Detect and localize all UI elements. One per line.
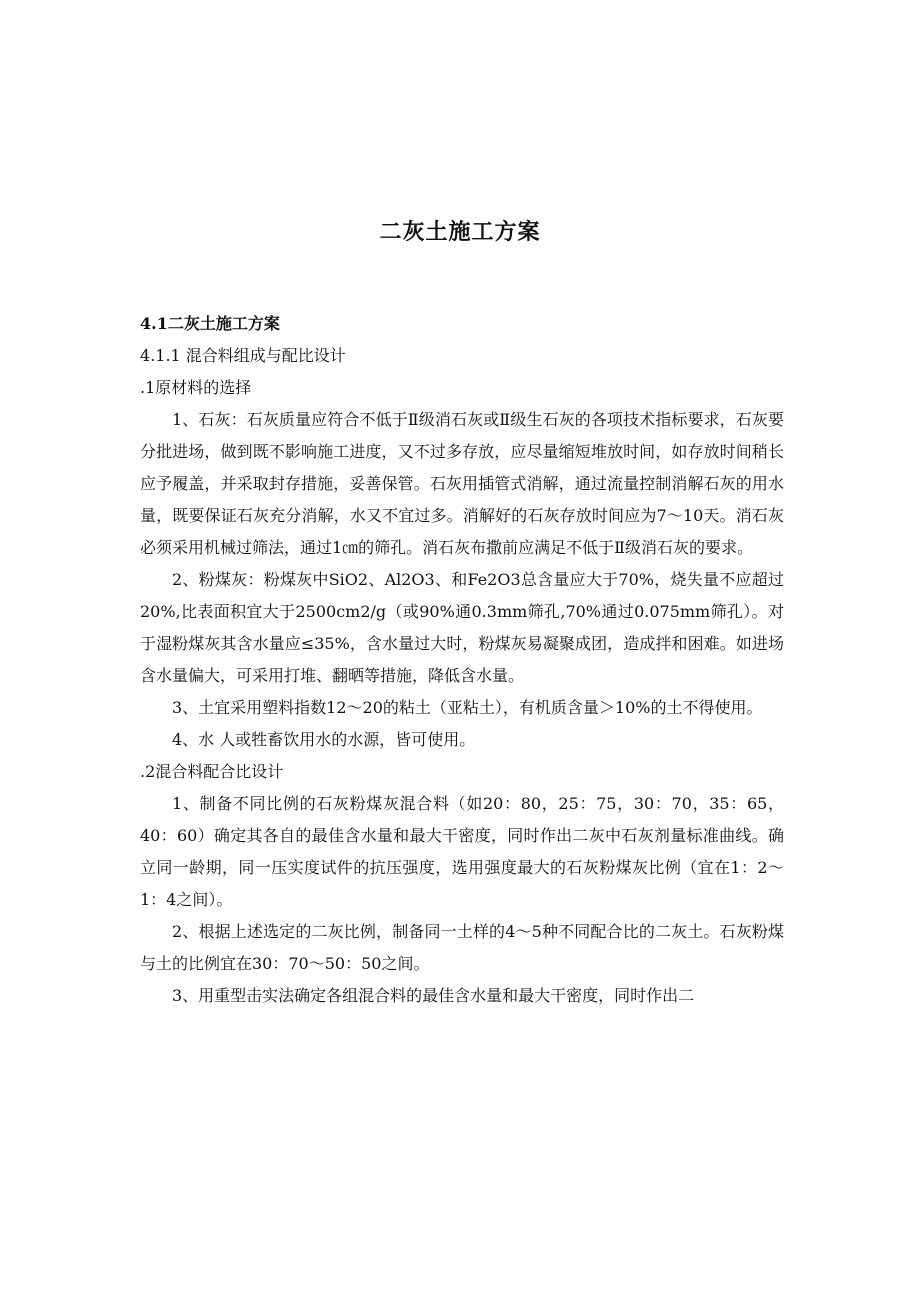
paragraph-lime: 1、石灰：石灰质量应符合不低于Ⅱ级消石灰或Ⅱ级生石灰的各项技术指标要求，石灰要分批进场，做到既不影响施工进度，又不过多存放，应尽量缩短堆放时间，如存放时间稍长应予履盖，并采取封存措施，妥善保管。石灰用插管式消解，通过流量控制消解石灰的用水量，既要保证石灰充分消解，水又不宜过多。消解好的石灰存放时间应为7～10天。消石灰必须采用机械过筛法，通过1㎝的筛孔。消石灰布撒前应满足不低于Ⅱ级消石灰的要求。	[140, 410, 784, 557]
section-heading: 4.1二灰土施工方案	[140, 314, 280, 333]
paragraph-mix-ratio-1: 1、制备不同比例的石灰粉煤灰混合料（如20：80，25：75，30：70，35：65，40：60）确定其各自的最佳含水量和最大干密度，同时作出二灰中石灰剂量标准曲线。确立同一龄期，同一压实度试件的抗压强度，选用强度最大的石灰粉煤灰比例（宜在1：2～1：4之间）。	[140, 794, 784, 909]
paragraph-water: 4、水 人或牲畜饮用水的水源，皆可使用。	[172, 730, 476, 749]
part1-heading: .1原材料的选择	[140, 378, 252, 397]
paragraph-soil: 3、土宜采用塑料指数12～20的粘土（亚粘土），有机质含量＞10%的土不得使用。	[172, 698, 763, 717]
subsection-heading: 4.1.1 混合料组成与配比设计	[140, 346, 346, 365]
paragraph-fly-ash: 2、粉煤灰：粉煤灰中SiO2、Al2O3、和Fe2O3总含量应大于70%，烧失量不应超过20%,比表面积宜大于2500cm2/g（或90%通0.3mm筛孔,70%通过0.075mm筛孔）。对于湿粉煤灰其含水量应≤35%，含水量过大时，粉煤灰易凝聚成团，造成拌和困难。如进场含水量偏大，可采用打堆、翻晒等措施，降低含水量。	[140, 570, 784, 685]
paragraph-mix-ratio-3: 3、用重型击实法确定各组混合料的最佳含水量和最大干密度，同时作出二	[172, 986, 695, 1005]
paragraph-mix-ratio-2: 2、根据上述选定的二灰比例，制备同一土样的4～5种不同配合比的二灰土。石灰粉煤与土的比例宜在30：70～50：50之间。	[140, 922, 784, 973]
document-body	[140, 308, 784, 1012]
document-title: 二灰土施工方案	[379, 219, 541, 245]
part2-heading: .2混合料配合比设计	[140, 762, 284, 781]
